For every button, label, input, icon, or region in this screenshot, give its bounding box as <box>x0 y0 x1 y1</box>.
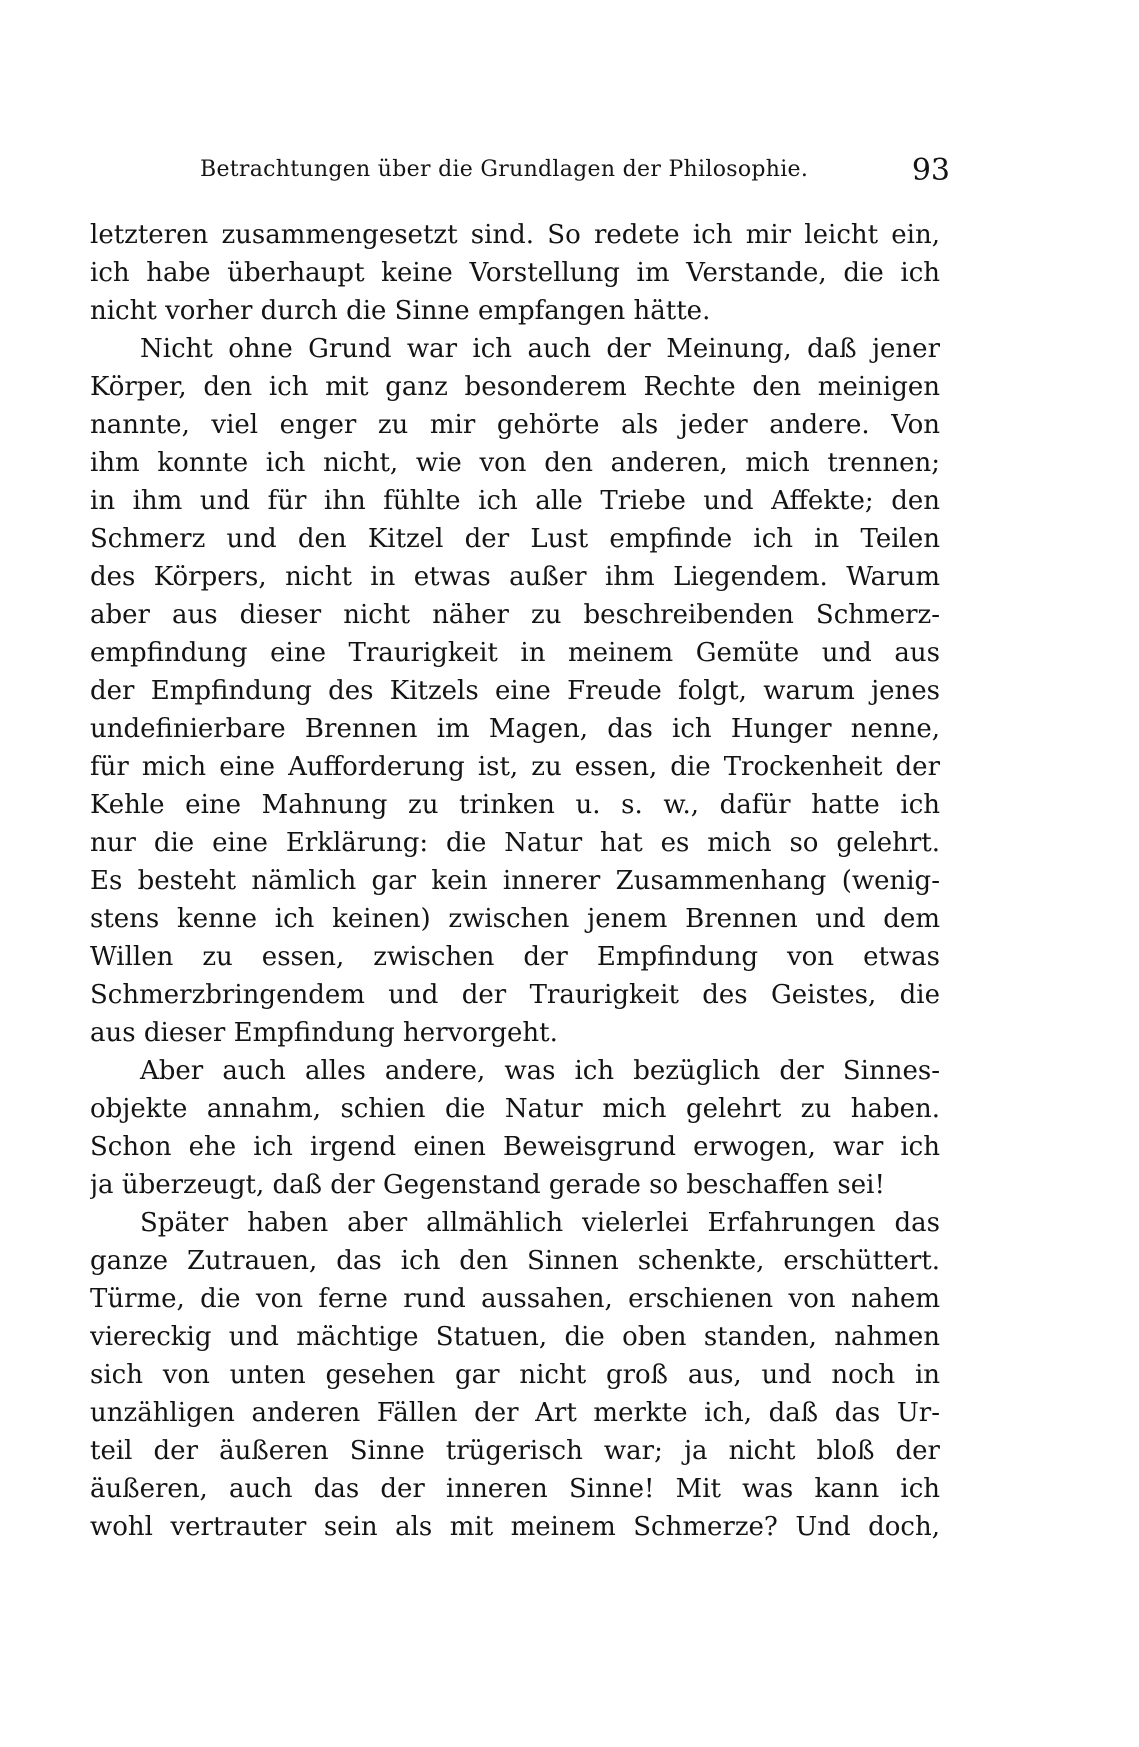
text-line: äußeren, auch das der inneren Sinne! Mit was kann ich <box>90 1474 940 1504</box>
text-line: ganze Zutrauen, das ich den Sinnen schenkte, erschüttert. <box>90 1246 940 1276</box>
text-line: objekte annahm, schien die Natur mich gelehrt zu haben. <box>90 1094 940 1124</box>
text-line: nicht vorher durch die Sinne empfangen hätte. <box>90 296 711 326</box>
text-line: aber aus dieser nicht näher zu beschreibenden Schmerz- <box>90 600 940 630</box>
text-line: letzteren zusammengesetzt sind. So redete ich mir leicht ein, <box>90 220 940 250</box>
text-line: Es besteht nämlich gar kein innerer Zusammenhang (wenig- <box>90 866 940 896</box>
text-line: Kehle eine Mahnung zu trinken u. s. w., dafür hatte ich <box>90 790 940 820</box>
text-line: des Körpers, nicht in etwas außer ihm Liegendem. Warum <box>90 562 940 592</box>
text-line: Körper, den ich mit ganz besonderem Rechte den meinigen <box>90 372 940 402</box>
text-line: empfindung eine Traurigkeit in meinem Gemüte und aus <box>90 638 940 668</box>
text-line: Schon ehe ich irgend einen Beweisgrund erwogen, war ich <box>90 1132 940 1162</box>
text-line: viereckig und mächtige Statuen, die oben standen, nahmen <box>90 1322 940 1352</box>
text-line: Willen zu essen, zwischen der Empfindung von etwas <box>90 942 940 972</box>
running-title: Betrachtungen über die Grundlagen der Philosophie. <box>200 157 809 182</box>
text-line: Schmerz und den Kitzel der Lust empfinde ich in Teilen <box>90 524 940 554</box>
text-line: ihm konnte ich nicht, wie von den anderen, mich trennen; <box>90 448 940 478</box>
text-line: Türme, die von ferne rund aussahen, erschienen von nahem <box>90 1284 940 1314</box>
text-line: teil der äußeren Sinne trügerisch war; ja nicht bloß der <box>90 1436 940 1466</box>
text-line: ja überzeugt, daß der Gegenstand gerade so beschaffen sei! <box>90 1170 885 1200</box>
body-text <box>90 216 940 1546</box>
text-line: aus dieser Empfindung hervorgeht. <box>90 1018 558 1048</box>
text-line: undefinierbare Brennen im Magen, das ich Hunger nenne, <box>90 714 940 744</box>
text-line: unzähligen anderen Fällen der Art merkte ich, daß das Ur- <box>90 1398 940 1428</box>
text-line: für mich eine Aufforderung ist, zu essen, die Trockenheit der <box>90 752 940 782</box>
text-line: Später haben aber allmählich vielerlei Erfahrungen das <box>140 1208 940 1238</box>
page-number: 93 <box>911 153 950 188</box>
text-line: stens kenne ich keinen) zwischen jenem Brennen und dem <box>90 904 940 934</box>
text-line: der Empfindung des Kitzels eine Freude folgt, warum jenes <box>90 676 940 706</box>
text-line: Nicht ohne Grund war ich auch der Meinung, daß jener <box>140 334 940 364</box>
text-line: ich habe überhaupt keine Vorstellung im Verstande, die ich <box>90 258 940 288</box>
text-line: wohl vertrauter sein als mit meinem Schmerze? Und doch, <box>90 1512 940 1542</box>
text-line: Aber auch alles andere, was ich bezüglich der Sinnes- <box>140 1056 940 1086</box>
text-line: nannte, viel enger zu mir gehörte als jeder andere. Von <box>90 410 940 440</box>
text-line: Schmerzbringendem und der Traurigkeit des Geistes, die <box>90 980 940 1010</box>
text-line: in ihm und für ihn fühlte ich alle Triebe und Affekte; den <box>90 486 940 516</box>
text-line: nur die eine Erklärung: die Natur hat es mich so gelehrt. <box>90 828 940 858</box>
text-line: sich von unten gesehen gar nicht groß aus, und noch in <box>90 1360 940 1390</box>
running-head <box>200 153 950 193</box>
